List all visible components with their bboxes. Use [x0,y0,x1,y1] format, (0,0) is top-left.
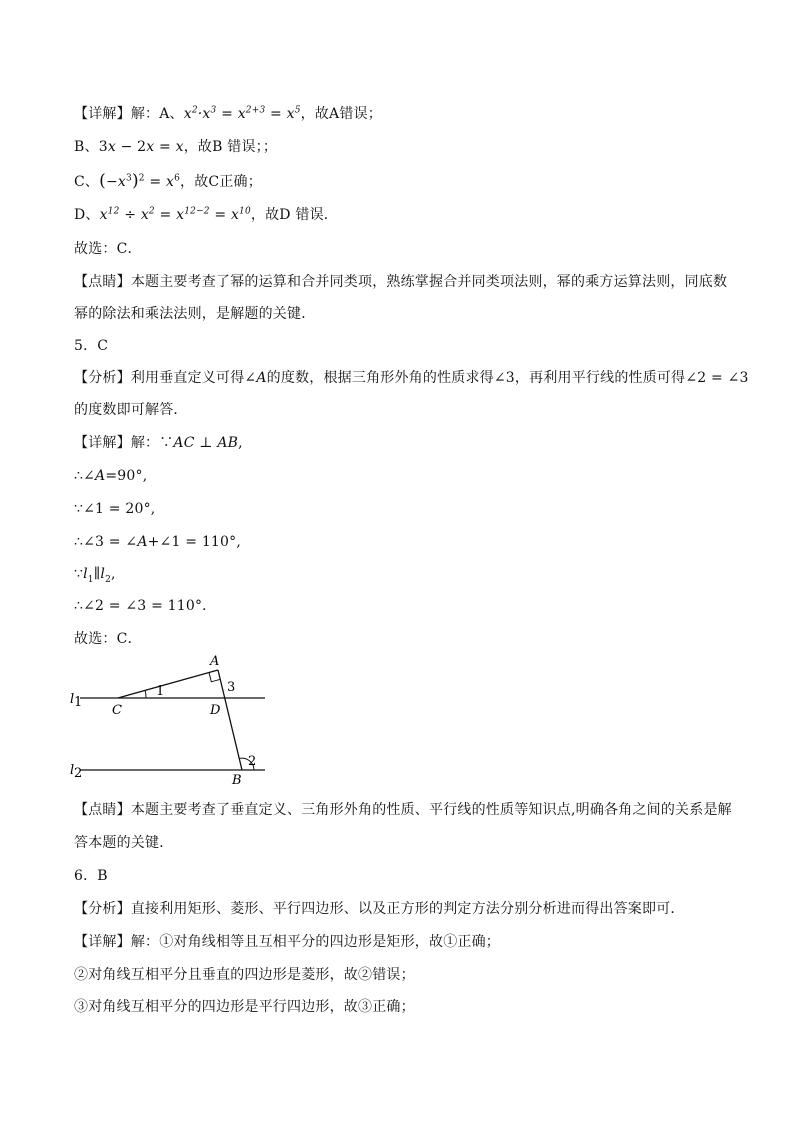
line-detail-a: 【详解】解：A、$x^2\cdot x^3 = x^{2+3} = x^5$，故A错误； [74,105,382,122]
label-angle-1: 1 [156,684,165,699]
line-comment-2: 答本题的关键． [74,835,174,851]
question-number: 6．B [74,868,108,884]
line-detail: 【详解】解：①对角线相等且互相平分的四边形是矩形，故①正确； [74,934,501,950]
math-expression: $x^{12} \div x^2 = x^{12-2} = x^{10}$ [99,206,251,223]
line-option-c: C、$(-x^3)^2 = x^6$，故C正确； [74,171,262,191]
math-expression: $x^2\cdot x^3 = x^{2+3} = x^5$ [183,105,301,122]
label-angle-3: 3 [227,680,236,695]
question-number: 5．C [74,338,109,354]
line-analysis-2: 的度数即可解答． [74,402,188,418]
label-b: B [232,773,242,788]
math-expression: ∠3 [493,370,515,386]
line-comment-2: 幂的除法和乘法法则，是解题的关键． [74,306,316,322]
segment-ca [118,670,218,698]
detail-tag: 【详解】 [74,106,131,122]
math-expression: ∵AC ⊥ AB, [159,435,243,451]
line-detail-start: 【详解】解：∵AC ⊥ AB, [74,435,243,451]
line-answer: 故选：C． [74,631,142,647]
line-comment-1: 【点睛】本题主要考查了垂直定义、三角形外角的性质、平行线的性质等知识点,明确各角之间的关系是解 [74,802,732,818]
label-l2: l [70,763,75,778]
math-expression: $(-x^3)^2 = x^6$ [99,171,181,191]
label-angle-2: 2 [248,754,257,769]
math-step: ∵∠1 = 20°, [74,501,156,517]
math-expression: ∠2 = ∠3 [685,370,749,386]
angle-1-arc [145,690,146,698]
label-c: C [112,703,122,718]
math-expression: 3x − 2x = x [98,139,184,155]
math-step: ∴∠A=90°, [74,468,148,484]
geometry-figure [60,650,290,790]
line-detail: ②对角线互相平分且垂直的四边形是菱形，故②错误； [74,967,415,983]
label-l1: l [70,692,75,707]
line-option-b: B、3x − 2x = x，故B 错误；； [74,139,278,155]
math-step: ∴∠2 = ∠3 = 110°． [74,598,217,614]
line-analysis: 【分析】利用垂直定义可得∠A的度数，根据三角形外角的性质求得∠3，再利用平行线的性质可得∠2 = ∠3 [74,370,749,386]
label-d: D [210,703,221,718]
label-l1-sub: 1 [74,695,83,710]
line-option-d: D、$x^{12} \div x^2 = x^{12-2} = x^{10}$，故D 错误． [74,206,338,223]
line-answer: 故选：C． [74,241,142,257]
math-expression: ∠A [244,370,267,386]
math-step: ∴∠3 = ∠A+∠1 = 110°, [74,534,241,550]
line-detail: ③对角线互相平分的四边形是平行四边形，故③正确； [74,999,415,1015]
line-analysis: 【分析】直接利用矩形、菱形、平行四边形、以及正方形的判定方法分别分析进而得出答案即可． [74,901,685,917]
line-comment-1: 【点睛】本题主要考查了幂的运算和合并同类项，熟练掌握合并同类项法则，幂的乘方运算法则，同底数 [74,274,728,290]
math-step: $\because l_1\parallel l_2$, [74,566,116,585]
label-a: A [210,654,220,669]
label-l2-sub: 2 [74,766,83,781]
